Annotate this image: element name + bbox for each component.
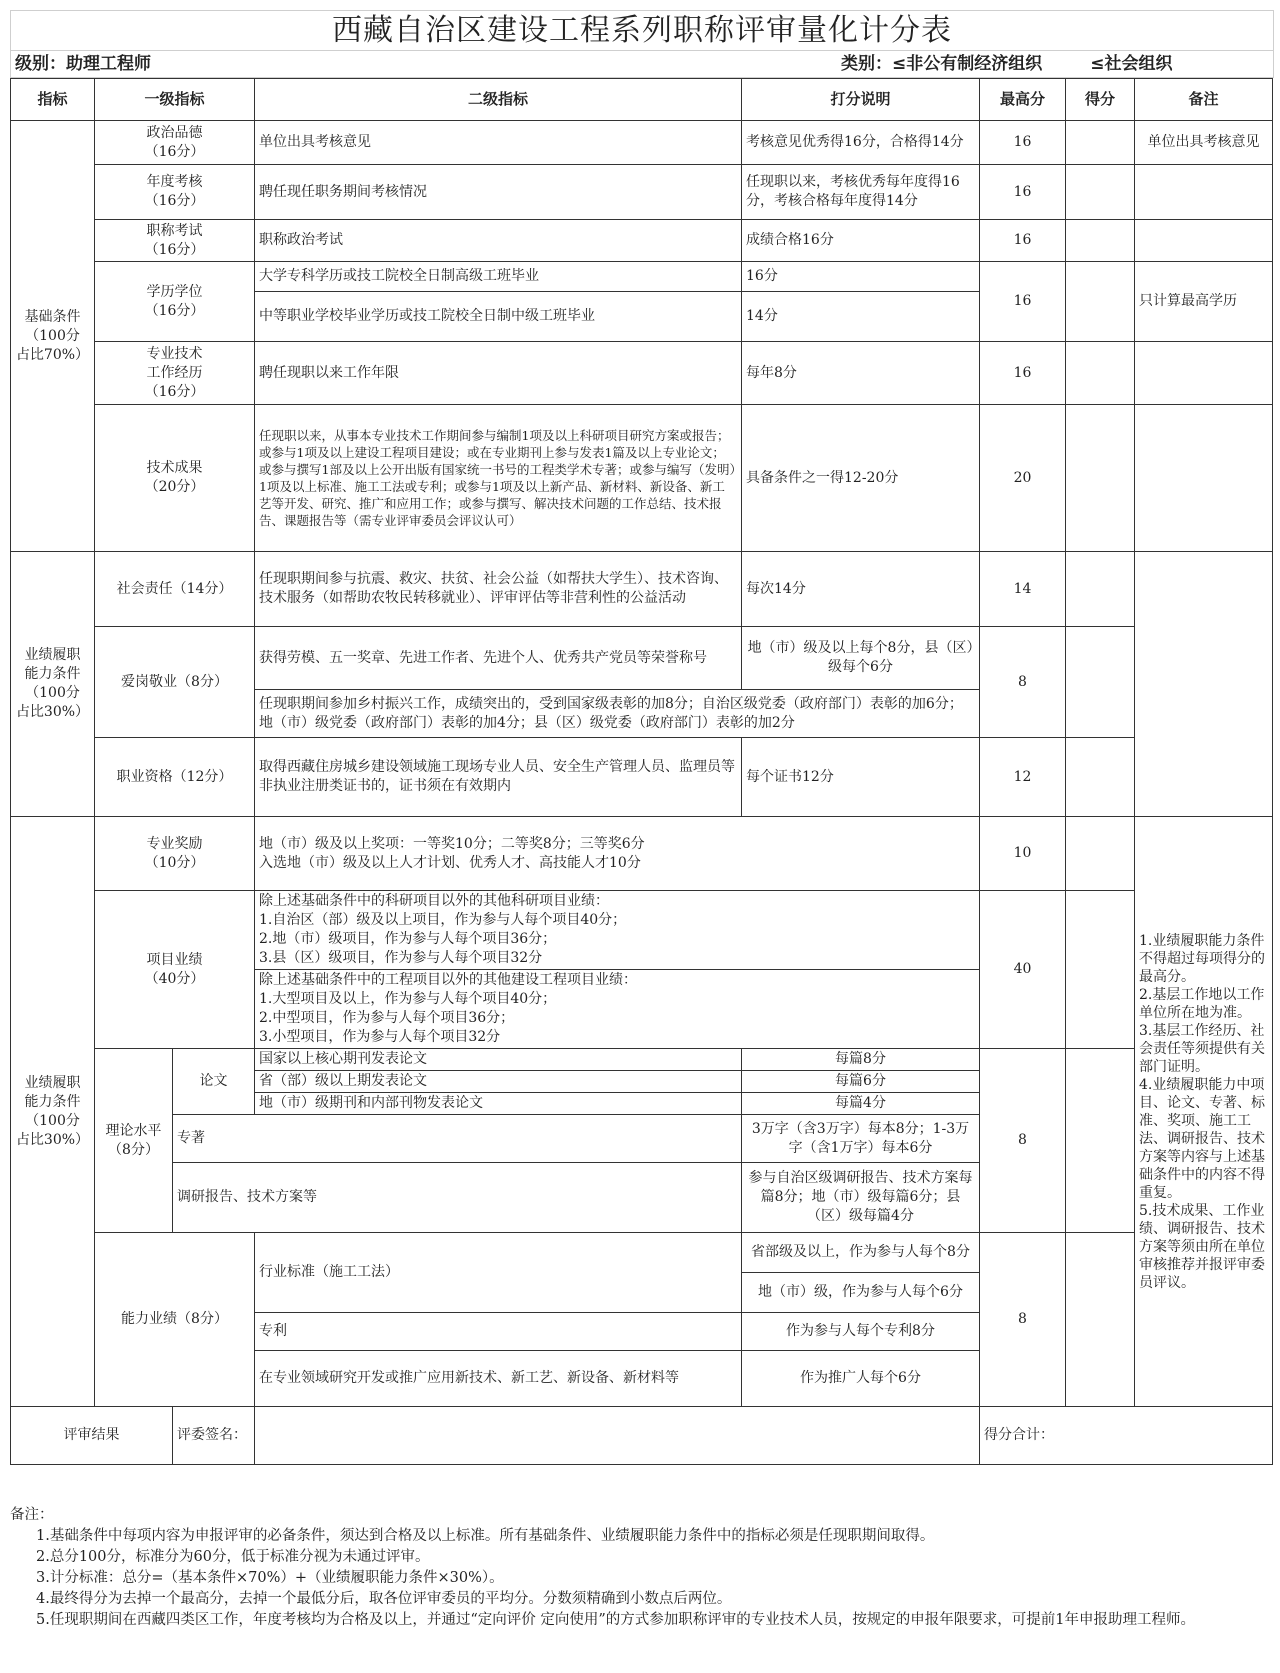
annual-remark bbox=[1135, 165, 1273, 220]
political-desc: 单位出具考核意见 bbox=[255, 121, 742, 165]
qualification-desc: 取得西藏住房城乡建设领域施工现场专业人员、安全生产管理人员、监理员等非执业注册类证书的，证书须在有效期内 bbox=[255, 738, 742, 817]
patent-scoring: 作为参与人每个专利8分 bbox=[742, 1313, 980, 1351]
social-name: 社会责任（14分） bbox=[95, 552, 255, 627]
tech-name: 技术成果 （20分） bbox=[95, 405, 255, 552]
table-row bbox=[11, 262, 1273, 292]
project-max: 40 bbox=[980, 891, 1066, 1049]
paper-desc-2: 省（部）级以上期发表论文 bbox=[255, 1071, 742, 1093]
report-desc: 调研报告、技术方案等 bbox=[173, 1163, 742, 1233]
exam-scoring: 成绩合格16分 bbox=[742, 220, 980, 262]
exam-remark bbox=[1135, 220, 1273, 262]
political-name: 政治品德 （16分） bbox=[95, 121, 255, 165]
dedication-score-cell[interactable] bbox=[1066, 627, 1135, 738]
table-row bbox=[11, 165, 1273, 220]
notes bbox=[10, 1505, 1272, 1631]
perf1-remark bbox=[1135, 552, 1273, 817]
category-social: ≤社会组织 bbox=[1090, 54, 1173, 74]
note-item: 4.最终得分为去掉一个最高分，去掉一个最低分后，取各位评审委员的平均分。分数须精确到小数点后两位。 bbox=[36, 1591, 732, 1607]
tech-desc: 任现职以来，从事本专业技术工作期间参与编制1项及以上科研项目研究方案或报告；或参与1项及以上建设工程项目建设；或在专业期刊上参与发表1篇及以上专业论文；或参与撰写1部及以上公开出版有国家统一书号的工程类学术专著；或参与编写（发明）1项及以上标准、施工工法或专利；或参与1项及以上新产品、新材料、新设备、新工艺等开发、研究、推广和应用工作；或参与撰写、解决技术问题的工作总结、技术报告、课题报告等（需专业评审委员会评议认可） bbox=[255, 405, 742, 552]
book-desc: 专著 bbox=[173, 1115, 742, 1163]
edu-desc-2: 中等职业学校毕业学历或技工院校全日制中级工班毕业 bbox=[255, 292, 742, 342]
footer-result: 评审结果 bbox=[11, 1407, 173, 1465]
table-row bbox=[11, 627, 1273, 690]
header-row bbox=[11, 79, 1273, 121]
edu-remark: 只计算最高学历 bbox=[1135, 262, 1273, 342]
ability-max: 8 bbox=[980, 1233, 1066, 1407]
social-max: 14 bbox=[980, 552, 1066, 627]
project-name: 项目业绩 （40分） bbox=[95, 891, 255, 1049]
dedication-desc-1: 获得劳模、五一奖章、先进工作者、先进个人、优秀共产党员等荣誉称号 bbox=[255, 627, 742, 690]
political-remark: 单位出具考核意见 bbox=[1135, 121, 1273, 165]
theory-paper: 论文 bbox=[173, 1049, 255, 1115]
note-item: 3.计分标准：总分=（基本条件×70%）+（业绩履职能力条件×30%）。 bbox=[36, 1570, 504, 1586]
annual-name: 年度考核 （16分） bbox=[95, 165, 255, 220]
award-desc: 地（市）级及以上奖项：一等奖10分；二等奖8分；三等奖6分 入选地（市）级及以上人才计划、优秀人才、高技能人才10分 bbox=[255, 817, 980, 891]
book-scoring: 3万字（含3万字）每本8分；1-3万字（含1万字）每本6分 bbox=[742, 1115, 980, 1163]
work-remark bbox=[1135, 342, 1273, 405]
annual-max: 16 bbox=[980, 165, 1066, 220]
tech-score-cell[interactable] bbox=[1066, 405, 1135, 552]
std-scoring-2: 地（市）级，作为参与人每个6分 bbox=[742, 1273, 980, 1313]
political-max: 16 bbox=[980, 121, 1066, 165]
group-perf-2: 业绩履职 能力条件 （100分 占比30%） bbox=[11, 817, 95, 1407]
edu-desc-1: 大学专科学历或技工院校全日制高级工班毕业 bbox=[255, 262, 742, 292]
promote-desc: 在专业领域研究开发或推广应用新技术、新工艺、新设备、新材料等 bbox=[255, 1351, 742, 1407]
paper-scoring-3: 每篇4分 bbox=[742, 1093, 980, 1115]
promote-scoring: 作为推广人每个6分 bbox=[742, 1351, 980, 1407]
level-label: 级别：助理工程师 bbox=[15, 54, 151, 74]
header-remark: 备注 bbox=[1135, 79, 1273, 121]
theory-name: 理论水平 （8分） bbox=[95, 1049, 173, 1233]
dedication-desc-2: 任现职期间参加乡村振兴工作，成绩突出的，受到国家级表彰的加8分；自治区级党委（政府部门）表彰的加6分；地（市）级党委（政府部门）表彰的加4分；县（区）级党委（政府部门）表彰的加2分 bbox=[255, 690, 980, 738]
work-desc: 聘任现职以来工作年限 bbox=[255, 342, 742, 405]
category-label bbox=[841, 51, 1221, 77]
social-scoring: 每次14分 bbox=[742, 552, 980, 627]
edu-scoring-2: 14分 bbox=[742, 292, 980, 342]
report-scoring: 参与自治区级调研报告、技术方案每篇8分；地（市）级每篇6分；县（区）级每篇4分 bbox=[742, 1163, 980, 1233]
edu-scoring-1: 16分 bbox=[742, 262, 980, 292]
annual-scoring: 任现职以来，考核优秀每年度得16分，考核合格每年度得14分 bbox=[742, 165, 980, 220]
paper-desc-1: 国家以上核心期刊发表论文 bbox=[255, 1049, 742, 1071]
notes-head: 备注： bbox=[10, 1507, 54, 1523]
note-item: 5.任现职期间在西藏四类区工作，年度考核均为合格及以上，并通过“定向评价 定向使用”的方式参加职称评审的专业技术人员，按规定的申报年限要求，可提前1年申报助理工程师。 bbox=[36, 1612, 1195, 1628]
table-row bbox=[11, 405, 1273, 552]
std-desc: 行业标准（施工工法） bbox=[255, 1233, 742, 1313]
ability-score-cell[interactable] bbox=[1066, 1233, 1135, 1407]
tech-max: 20 bbox=[980, 405, 1066, 552]
qualification-max: 12 bbox=[980, 738, 1066, 817]
edu-score-cell[interactable] bbox=[1066, 262, 1135, 342]
award-name: 专业奖励 （10分） bbox=[95, 817, 255, 891]
header-first: 一级指标 bbox=[95, 79, 255, 121]
project-desc-2: 除上述基础条件中的工程项目以外的其他建设工程项目业绩： 1.大型项目及以上，作为参与人每个项目40分； 2.中型项目，作为参与人每个项目36分； 3.小型项目，作为参与人每个项目32分 bbox=[255, 970, 980, 1049]
group-perf-1: 业绩履职 能力条件 （100分 占比30%） bbox=[11, 552, 95, 817]
project-desc-1: 除上述基础条件中的科研项目以外的其他科研项目业绩： 1.自治区（部）级及以上项目，作为参与人每个项目40分； 2.地（市）级项目，作为参与人每个项目36分； 3.县（区）级项目，作为参与人每个项目32分 bbox=[255, 891, 980, 970]
score-table bbox=[10, 78, 1273, 1465]
award-score-cell[interactable] bbox=[1066, 817, 1135, 891]
table-row bbox=[11, 891, 1273, 970]
perf2-remark: 1.业绩履职能力条件不得超过每项得分的最高分。 2.基层工作地以工作单位所在地为准。 3.基层工作经历、社会责任等须提供有关部门证明。 4.业绩履职能力中项目、论文、专著、标准、奖项、施工工法、调研报告、技术方案等内容与上述基础条件中的内容不得重复。 5.技术成果、工作业绩、调研报告、技术方案等须由所在单位审核推荐并报评审委员评议。 bbox=[1135, 817, 1273, 1407]
political-score-cell[interactable] bbox=[1066, 121, 1135, 165]
work-score-cell[interactable] bbox=[1066, 342, 1135, 405]
dedication-name: 爱岗敬业（8分） bbox=[95, 627, 255, 738]
dedication-scoring-1: 地（市）级及以上每个8分，县（区）级每个6分 bbox=[742, 627, 980, 690]
edu-max: 16 bbox=[980, 262, 1066, 342]
header-max: 最高分 bbox=[980, 79, 1066, 121]
exam-desc: 职称政治考试 bbox=[255, 220, 742, 262]
edu-name: 学历学位 （16分） bbox=[95, 262, 255, 342]
work-name: 专业技术 工作经历 （16分） bbox=[95, 342, 255, 405]
exam-name: 职称考试 （16分） bbox=[95, 220, 255, 262]
award-max: 10 bbox=[980, 817, 1066, 891]
group-basic: 基础条件 （100分 占比70%） bbox=[11, 121, 95, 552]
tech-scoring: 具备条件之一得12-20分 bbox=[742, 405, 980, 552]
header-scoring: 打分说明 bbox=[742, 79, 980, 121]
social-score-cell[interactable] bbox=[1066, 552, 1135, 627]
table-row bbox=[11, 1049, 1273, 1071]
paper-scoring-1: 每篇8分 bbox=[742, 1049, 980, 1071]
footer-total: 得分合计： bbox=[980, 1407, 1273, 1465]
work-max: 16 bbox=[980, 342, 1066, 405]
theory-max: 8 bbox=[980, 1049, 1066, 1233]
table-row bbox=[11, 342, 1273, 405]
social-desc: 任现职期间参与抗震、救灾、扶贫、社会公益（如帮扶大学生）、技术咨询、技术服务（如帮助农牧民转移就业）、评审评估等非营利性的公益活动 bbox=[255, 552, 742, 627]
political-scoring: 考核意见优秀得16分，合格得14分 bbox=[742, 121, 980, 165]
std-scoring-1: 省部级及以上，作为参与人每个8分 bbox=[742, 1233, 980, 1273]
exam-max: 16 bbox=[980, 220, 1066, 262]
paper-desc-3: 地（市）级期刊和内部刊物发表论文 bbox=[255, 1093, 742, 1115]
note-item: 2.总分100分，标准分为60分，低于标准分视为未通过评审。 bbox=[36, 1549, 430, 1565]
exam-score-cell[interactable] bbox=[1066, 220, 1135, 262]
header-second: 二级指标 bbox=[255, 79, 742, 121]
info-row bbox=[10, 50, 1274, 78]
ability-name: 能力业绩（8分） bbox=[95, 1233, 255, 1407]
dedication-max: 8 bbox=[980, 627, 1066, 738]
qualification-scoring: 每个证书12分 bbox=[742, 738, 980, 817]
qualification-name: 职业资格（12分） bbox=[95, 738, 255, 817]
work-scoring: 每年8分 bbox=[742, 342, 980, 405]
table-row bbox=[11, 220, 1273, 262]
footer-sign-area[interactable] bbox=[255, 1407, 980, 1465]
project-score-cell[interactable] bbox=[1066, 891, 1135, 1049]
paper-scoring-2: 每篇6分 bbox=[742, 1071, 980, 1093]
header-indicator: 指标 bbox=[11, 79, 95, 121]
category-nonpublic: 类别：≤非公有制经济组织 bbox=[841, 54, 1043, 74]
footer-row bbox=[11, 1407, 1273, 1465]
theory-score-cell[interactable] bbox=[1066, 1049, 1135, 1233]
page-title: 西藏自治区建设工程系列职称评审量化计分表 bbox=[10, 10, 1274, 51]
annual-score-cell[interactable] bbox=[1066, 165, 1135, 220]
patent-desc: 专利 bbox=[255, 1313, 742, 1351]
table-row bbox=[11, 738, 1273, 817]
table-row bbox=[11, 121, 1273, 165]
header-score: 得分 bbox=[1066, 79, 1135, 121]
tech-remark bbox=[1135, 405, 1273, 552]
footer-sign: 评委签名： bbox=[173, 1407, 255, 1465]
table-row bbox=[11, 817, 1273, 891]
annual-desc: 聘任现任职务期间考核情况 bbox=[255, 165, 742, 220]
table-row bbox=[11, 552, 1273, 627]
table-row bbox=[11, 1233, 1273, 1273]
note-item: 1.基础条件中每项内容为申报评审的必备条件，须达到合格及以上标准。所有基础条件、业绩履职能力条件中的指标必须是任现职期间取得。 bbox=[36, 1528, 935, 1544]
qualification-score-cell[interactable] bbox=[1066, 738, 1135, 817]
